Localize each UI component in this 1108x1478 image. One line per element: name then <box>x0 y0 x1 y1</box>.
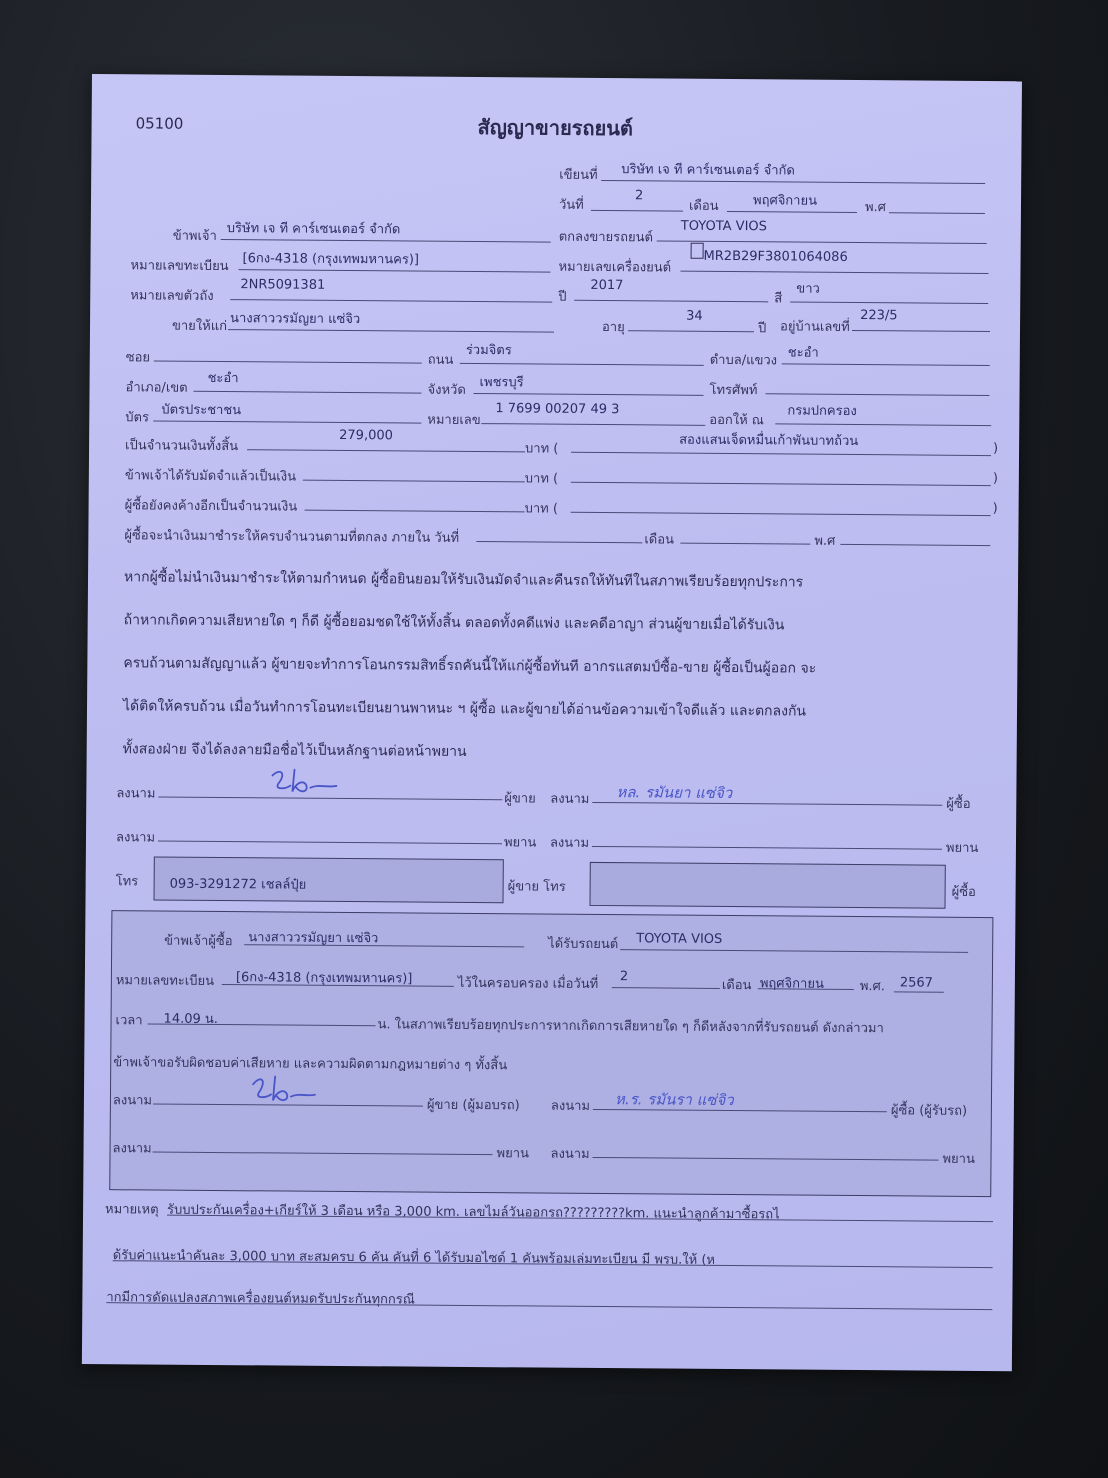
deposit-close: ) <box>992 471 998 487</box>
month-value: พฤศจิกายน <box>752 193 818 209</box>
road-value: ร่วมจิตร <box>465 342 512 359</box>
subdistrict-value: ชะอำ <box>787 345 819 361</box>
subdistrict-label: ตำบล/แขวง <box>709 352 778 369</box>
notes-line-1: รับบประกันเครื่อง+เกียร์ให้ 3 เดือน หรือ 3,000 km. เลขไมล์วันออกรถ?????????km. แนะนำลูกค้ามาซื้อรถไ <box>167 1202 780 1223</box>
car-model: TOYOTA VIOS <box>680 218 767 235</box>
notes-line-3: ากมีการดัดแปลงสภาพเครื่องยนต์หมดรับประกันทุกกรณี <box>106 1290 415 1308</box>
day-label: วันที่ <box>558 197 584 213</box>
color-label: สี <box>774 291 783 307</box>
remaining-close: ) <box>992 501 998 517</box>
deposit-baht: บาท ( <box>524 471 559 487</box>
color-value: ขาว <box>796 281 820 297</box>
written-at-value: บริษัท เจ ที คาร์เซนเตอร์ จำกัด <box>621 162 795 179</box>
contract-paper <box>82 74 1022 1371</box>
receipt-buyer-label: ข้าพเจ้าผู้ซื้อ <box>164 933 233 950</box>
buyer-sign-label: ลงนาม <box>550 791 590 807</box>
document-number: 05100 <box>135 114 184 133</box>
years-label: ปี <box>757 321 767 337</box>
receipt-month-label: เดือน <box>721 977 752 994</box>
receipt-year: 2567 <box>899 975 934 991</box>
notes-label: หมายเหตุ <box>105 1202 159 1218</box>
receipt-witness1-role: พยาน <box>496 1146 529 1162</box>
model-year-value: 2017 <box>590 277 624 294</box>
receipt-seller-sign-label: ลงนาม <box>112 1093 153 1109</box>
witness2-role: พยาน <box>945 840 979 856</box>
deposit-label: ข้าพเจ้าได้รับมัดจำแล้วเป็นเงิน <box>124 468 297 485</box>
seller-sign-role: ผู้ขาย <box>504 791 536 807</box>
receipt-box <box>109 910 993 1197</box>
phone-label: โทรศัพท์ <box>709 382 758 399</box>
term-line-1: หากผู้ซื้อไม่นำเงินมาชำระให้ตามกำหนด ผู้ซื้อยินยอมให้รับเงินมัดจำและคืนรถให้ทันทีในสภาพเรียบร้อยทุกประการ <box>123 569 804 591</box>
receipt-buyer-signature: ห.ร. รมันรา แซ่จิว <box>614 1090 734 1110</box>
term-line-2: ถ้าหากเกิดความเสียหายใด ๆ ก็ดี ผู้ซื้อยอมชดใช้ให้ทั้งสิ้น ตลอดทั้งคดีแพ่ง และคดีอาญา ส่วนผู้ขายเมื่อได้รับเงิน <box>123 612 785 634</box>
receipt-condition: น. ในสภาพเรียบร้อยทุกประการหากเกิดการเสียหายใด ๆ ก็ดีหลังจากที่รับรถยนต์ ดังกล่าวมา <box>377 1017 884 1037</box>
seller-phone-value: 093-3291272 เชลล์ปุ๋ย <box>169 876 307 893</box>
reg-value: [6กง-4318 (กรุงเทพมหานคร)] <box>242 251 420 268</box>
total-words: สองแสนเจ็ดหมื่นเก้าพันบาทถ้วน <box>679 432 859 450</box>
written-at-label: เขียนที่ <box>559 167 598 183</box>
engine-label: หมายเลขเครื่องยนต์ <box>558 259 672 276</box>
model-year-label: ปี <box>558 289 567 305</box>
witness2-sign-label: ลงนาม <box>549 835 590 851</box>
card-value: บัตรประชาชน <box>161 402 242 419</box>
age-value: 34 <box>686 308 703 324</box>
seller-sign-label: ลงนาม <box>116 786 156 802</box>
receipt-buyer-role: ผู้ซื้อ (ผู้รับรถ) <box>890 1103 968 1119</box>
card-no-label: หมายเลข <box>427 412 481 429</box>
sold-to-label: ขายให้แก่ <box>171 318 228 335</box>
province-label: จังหวัด <box>427 382 466 398</box>
witness1-role: พยาน <box>503 835 537 851</box>
due-month-label: เดือน <box>644 532 675 548</box>
receipt-reg-value: [6กง-4318 (กรุงเทพมหานคร)] <box>235 970 413 987</box>
day-value: 2 <box>635 188 644 204</box>
document-title: สัญญาขายรถยนต์ <box>477 115 634 141</box>
receipt-day: 2 <box>619 969 629 985</box>
engine-value: MR2B29F3801064086 <box>703 248 848 265</box>
receipt-witness1-label: ลงนาม <box>112 1141 152 1157</box>
receipt-reg-label: หมายเลขทะเบียน <box>115 973 215 989</box>
buyer-phone-role: ผู้ซื้อ <box>951 884 976 900</box>
seller-signature <box>266 765 346 800</box>
total-close: ) <box>993 441 999 457</box>
house-label: อยู่บ้านเลขที่ <box>779 319 850 335</box>
road-label: ถนน <box>427 352 454 368</box>
issued-by-value: กรมปกครอง <box>787 403 857 420</box>
receipt-time: 14.09 น. <box>163 1011 219 1028</box>
house-value: 223/5 <box>860 308 898 324</box>
seller-name: บริษัท เจ ที คาร์เซนเตอร์ จำกัด <box>226 221 401 238</box>
soi-label: ซอย <box>125 350 151 366</box>
receipt-car: TOYOTA VIOS <box>636 931 723 947</box>
receipt-witness2-label: ลงนาม <box>550 1146 590 1162</box>
receipt-received-label: ได้รับรถยนต์ <box>548 936 619 953</box>
receipt-time-label: เวลา <box>115 1013 143 1029</box>
witness1-sign-label: ลงนาม <box>115 830 156 846</box>
buyer-signature: หล. รมันยา แซ่จิว <box>616 783 733 803</box>
notes-line-2: ด้รับค่าแนะนำคันละ 3,000 บาท สะสมครบ 6 คัน คันที่ 6 ได้รับมอไซด์ 1 คันพร้อมเล่มทะเบียน มี พรบ.ให้ (ห <box>112 1248 716 1268</box>
total-value: 279,000 <box>339 427 393 444</box>
term-line-3: ครบถ้วนตามสัญญาแล้ว ผู้ขายจะทำการโอนกรรมสิทธิ์รถคันนี้ให้แก่ผู้ซื้อทันที อากรแสตมป์ซื้อ-ขาย ผู้ซื้อเป็นผู้ออก จะ <box>123 655 817 677</box>
card-no-value: 1 7699 00207 49 3 <box>495 401 620 418</box>
reg-label: หมายเลขทะเบียน <box>130 258 229 275</box>
due-year-label: พ.ศ <box>814 533 836 549</box>
seller-phone-role: ผู้ขาย โทร <box>507 879 566 895</box>
receipt-buyer-value: นางสาววรมัญยา แซ่จิว <box>248 930 379 947</box>
month-label: เดือน <box>688 198 719 214</box>
seller-phone-label: โทร <box>115 874 139 890</box>
buyer-phone-box <box>589 862 945 909</box>
buyer-sign-role: ผู้ซื้อ <box>946 796 971 812</box>
remaining-baht: บาท ( <box>524 501 558 517</box>
year-label: พ.ศ <box>864 200 887 216</box>
receipt-witness2-role: พยาน <box>942 1151 975 1167</box>
chassis-label: หมายเลขตัวถัง <box>130 288 214 304</box>
buyer-name: นางสาววรมัญยา แซ่จิว <box>230 311 361 328</box>
receipt-possession-label: ไว้ในครอบครอง เมื่อวันที่ <box>457 975 599 993</box>
receipt-liability: ข้าพเจ้าขอรับผิดชอบค่าเสียหาย และความผิดตามกฎหมายต่าง ๆ ทั้งสิ้น <box>113 1055 508 1074</box>
district-label: อำเภอ/เขต <box>125 380 188 396</box>
district-value: ชะอำ <box>207 370 239 387</box>
remaining-label: ผู้ซื้อยังคงค้างอีกเป็นจำนวนเงิน <box>124 498 298 515</box>
seller-label: ข้าพเจ้า <box>172 228 217 244</box>
receipt-seller-role: ผู้ขาย (ผู้มอบรถ) <box>426 1097 520 1114</box>
agree-label: ตกลงขายรถยนต์ <box>558 229 654 246</box>
due-label: ผู้ซื้อจะนำเงินมาชำระให้ครบจำนวนตามที่ตกลง ภายใน วันที่ <box>124 528 460 546</box>
card-label: บัตร <box>125 410 150 426</box>
total-baht: บาท ( <box>525 441 559 457</box>
receipt-buyer-sign-label: ลงนาม <box>550 1098 591 1114</box>
receipt-month: พฤศจิกายน <box>759 976 824 992</box>
age-label: อายุ <box>601 320 625 336</box>
receipt-year-label: พ.ศ. <box>859 979 886 995</box>
checkbox-icon <box>691 243 704 259</box>
province-value: เพชรบุรี <box>479 375 524 391</box>
term-line-5: ทั้งสองฝ่าย จึงได้ลงลายมือชื่อไว้เป็นหลักฐานต่อหน้าพยาน <box>122 741 467 760</box>
chassis-value: 2NR5091381 <box>240 277 326 293</box>
total-label: เป็นจำนวนเงินทั้งสิ้น <box>125 438 239 455</box>
term-line-4: ได้ติดให้ครบถ้วน เมื่อวันทำการโอนทะเบียนยานพาหนะ ฯ ผู้ซื้อ และผู้ขายได้อ่านข้อความเข้าใจดีแล้ว และตกลงกัน <box>122 698 807 720</box>
receipt-seller-signature <box>249 1072 319 1107</box>
issued-by-label: ออกให้ ณ <box>709 412 764 429</box>
